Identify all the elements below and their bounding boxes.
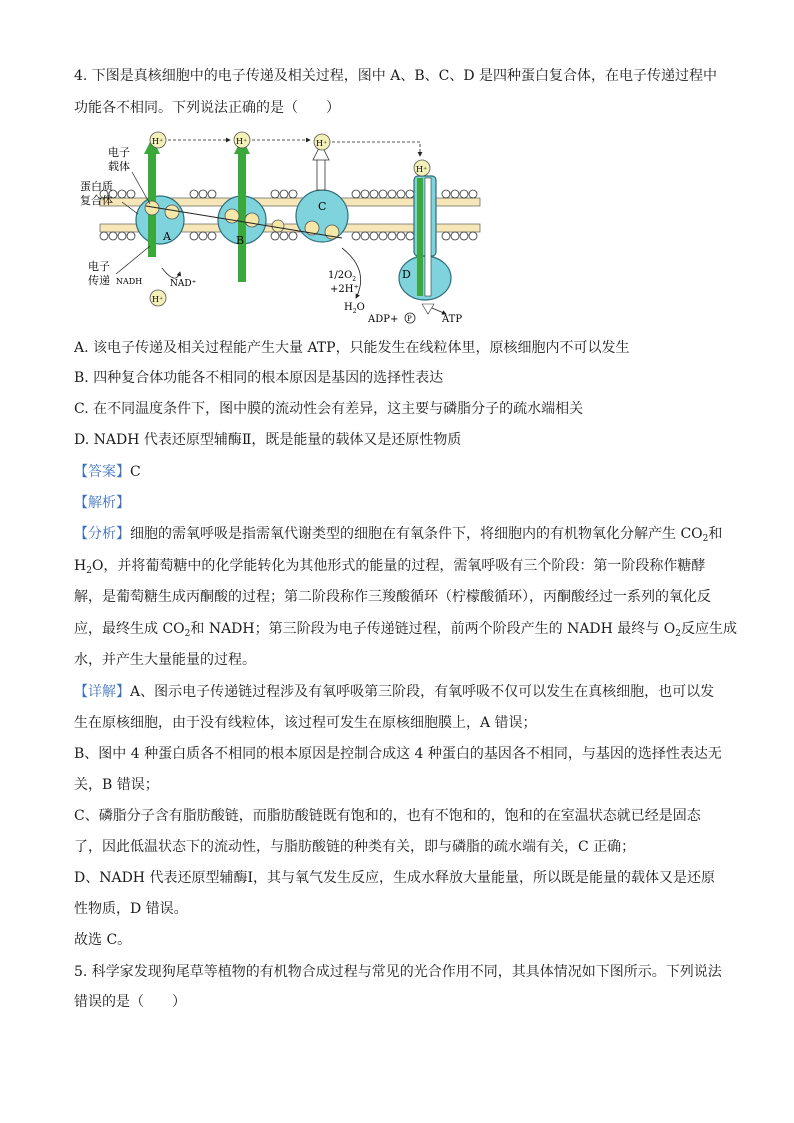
nadh-label: NADH (116, 277, 143, 286)
lipid-head (388, 190, 396, 198)
lipid-head (127, 190, 135, 198)
atp-label: ATP (442, 314, 463, 325)
h-plus-top (150, 132, 430, 176)
answer-value: C (130, 464, 141, 480)
fenxi-line5: 水，并产生大量能量的过程。 (74, 652, 256, 668)
lipid-head (361, 232, 369, 240)
conclusion: 故选 C。 (74, 932, 132, 948)
complex-c-label: C (318, 200, 327, 213)
label-electron-transfer-1: 电子 (88, 260, 110, 273)
lipid-head (469, 232, 477, 240)
label-electron-transfer-2: 传递 (88, 274, 110, 287)
h-plus-label-bottom: H⁺ (152, 295, 164, 304)
lipid-head (199, 232, 207, 240)
answer-label: 【答案】 (74, 464, 130, 480)
h-plus-label-2: H⁺ (236, 137, 248, 146)
lipid-head (361, 190, 369, 198)
detail-line8: 性物质，D 错误。 (74, 901, 188, 917)
detail-line6: 了，因此低温状态下的流动性，与脂肪酸链的种类有关，即与磷脂的疏水端有关，C 正确； (74, 839, 636, 855)
fenxi-label: 【分析】 (74, 526, 130, 542)
lipid-head (397, 232, 405, 240)
fenxi-h: H (74, 558, 87, 574)
detail-text-1: A、图示电子传递链过程涉及有氧呼吸第三阶段，有氧呼吸不仅可以发生在真核细胞，也可以发 (130, 684, 715, 700)
lipid-head (100, 232, 108, 240)
detail-line4: 关，B 错误； (74, 777, 159, 793)
lipid-head (280, 232, 288, 240)
label-electron-carrier-1: 电子 (108, 146, 130, 159)
fenxi-text-4a: 应，最终生成 CO (74, 621, 185, 637)
complex-a-label: A (163, 230, 171, 243)
q4-option-b: B. 四种复合体功能各不相同的根本原因是基因的选择性表达 (74, 370, 444, 386)
detail-line1 (74, 682, 714, 702)
fenxi-line4 (74, 619, 737, 639)
h-plus-label-3: H⁺ (316, 139, 328, 148)
analysis-label: 【解析】 (74, 495, 130, 511)
adp-label: ADP+ (368, 314, 399, 325)
lipid-head (109, 232, 117, 240)
lipid-head (190, 190, 198, 198)
complex-c (296, 144, 348, 242)
lipid-head (271, 190, 279, 198)
fenxi-line1 (74, 524, 722, 544)
electron-transport-figure (80, 128, 490, 328)
lipid-head (280, 190, 288, 198)
lipid-head (190, 232, 198, 240)
lipid-head (460, 190, 468, 198)
lipid-head (406, 232, 414, 240)
lipid-head (208, 190, 216, 198)
lipid-head (352, 190, 360, 198)
lipid-head (352, 232, 360, 240)
lipid-head (199, 190, 207, 198)
half-o2-label: $1/2O_2$ (328, 270, 357, 283)
complex-b-label: B (236, 234, 245, 247)
lipid-head (460, 232, 468, 240)
fenxi-line2 (74, 556, 705, 576)
q4-option-d: D. NADH 代表还原型辅酶Ⅱ，既是能量的载体又是还原性物质 (74, 432, 462, 448)
lipid-head (118, 190, 126, 198)
lipid-head (271, 232, 279, 240)
fenxi-sub-4b: 2 (675, 629, 681, 639)
lipid-head (406, 190, 414, 198)
q4-stem-line1: 4. 下图是真核细胞中的电子传递及相关过程，图中 A、B、C、D 是四种蛋白复合体，在电子传递过程中 (74, 68, 718, 84)
pi-label: P (407, 315, 412, 323)
lipid-head (208, 232, 216, 240)
two-h-plus-label: +2H⁺ (330, 284, 359, 295)
complex-d-label: D (402, 268, 411, 281)
h-plus-label-1: H⁺ (152, 137, 164, 146)
fenxi-line3: 解，是葡萄糖生成丙酮酸的过程；第二阶段称作三羧酸循环（柠檬酸循环），丙酮酸经过一系列的氧化反 (74, 589, 711, 605)
q5-stem-line1: 5. 科学家发现狗尾草等植物的有机物合成过程与常见的光合作用不同，其具体情况如下图所示。下列说法 (74, 964, 722, 980)
nad-plus-label: NAD⁺ (170, 279, 197, 289)
complex-b (218, 138, 266, 282)
fenxi-text-1-end: 和 (708, 526, 723, 542)
lipid-head (127, 232, 135, 240)
lipid-head (289, 190, 297, 198)
lipid-head (379, 232, 387, 240)
fenxi-text-1: 细胞的需氧呼吸是指需氧代谢类型的细胞在有氧条件下，将细胞内的有机物氧化分解产生 CO (130, 526, 703, 542)
detail-label: 【详解】 (74, 684, 130, 700)
lipid-head (370, 190, 378, 198)
lipid-head (370, 232, 378, 240)
q5-stem-line2: 错误的是（ ） (74, 994, 186, 1010)
complex-a (136, 138, 184, 257)
lipid-head (451, 190, 459, 198)
answer-line (74, 462, 141, 482)
fenxi-text-2: O，并将葡萄糖中的化学能转化为其他形式的能量的过程，需氧呼吸有三个阶段：第一阶段称作糖酵 (91, 558, 706, 574)
lipid-head (469, 190, 477, 198)
label-protein-complex-1: 蛋白质 (80, 180, 113, 193)
lipid-head (118, 232, 126, 240)
label-protein-complex-2: 复合体 (80, 194, 113, 207)
lipid-head (442, 190, 450, 198)
q4-stem-line2: 功能各不相同。下列说法正确的是（ ） (74, 100, 340, 116)
detail-line2: 生在原核细胞，由于没有线粒体，该过程可发生在原核细胞膜上，A 错误； (74, 715, 537, 731)
lipid-head (442, 232, 450, 240)
q4-option-c: C. 在不同温度条件下，图中膜的流动性会有差异，这主要与磷脂分子的疏水端相关 (74, 401, 584, 417)
h2o-label: $H_2O$ (344, 302, 365, 315)
detail-line3: B、图中 4 种蛋白质各不相同的根本原因是控制合成这 4 种蛋白的基因各不相同，与基因的选择性表达无 (74, 746, 722, 762)
lipid-head (388, 232, 396, 240)
lipid-head (451, 232, 459, 240)
h-plus-label-4: H⁺ (416, 165, 428, 174)
fenxi-sub-4: 2 (184, 629, 191, 639)
lipid-head (379, 190, 387, 198)
detail-line5: C、磷脂分子含有脂肪酸链，而脂肪酸链既有饱和的，也有不饱和的，饱和的在室温状态就已经是固态 (74, 808, 701, 824)
fenxi-sub-2: 2 (86, 566, 92, 576)
q4-option-a: A. 该电子传递及相关过程能产生大量 ATP，只能发生在线粒体里，原核细胞内不可以发生 (74, 340, 630, 356)
analysis-heading (74, 493, 130, 513)
lipid-head (397, 190, 405, 198)
detail-line7: D、NADH 代表还原型辅酶Ⅰ，其与氧气发生反应，生成水释放大量能量，所以既是能量的载体又是还原 (74, 870, 715, 886)
label-electron-carrier-2: 载体 (108, 160, 130, 173)
fenxi-text-4c: 反应生成 (680, 621, 737, 637)
fenxi-text-4b: 和 NADH；第三阶段为电子传递链过程，前两个阶段产生的 NADH 最终与 O (190, 621, 676, 637)
lipid-head (289, 232, 297, 240)
fenxi-sub-1: 2 (702, 534, 709, 544)
